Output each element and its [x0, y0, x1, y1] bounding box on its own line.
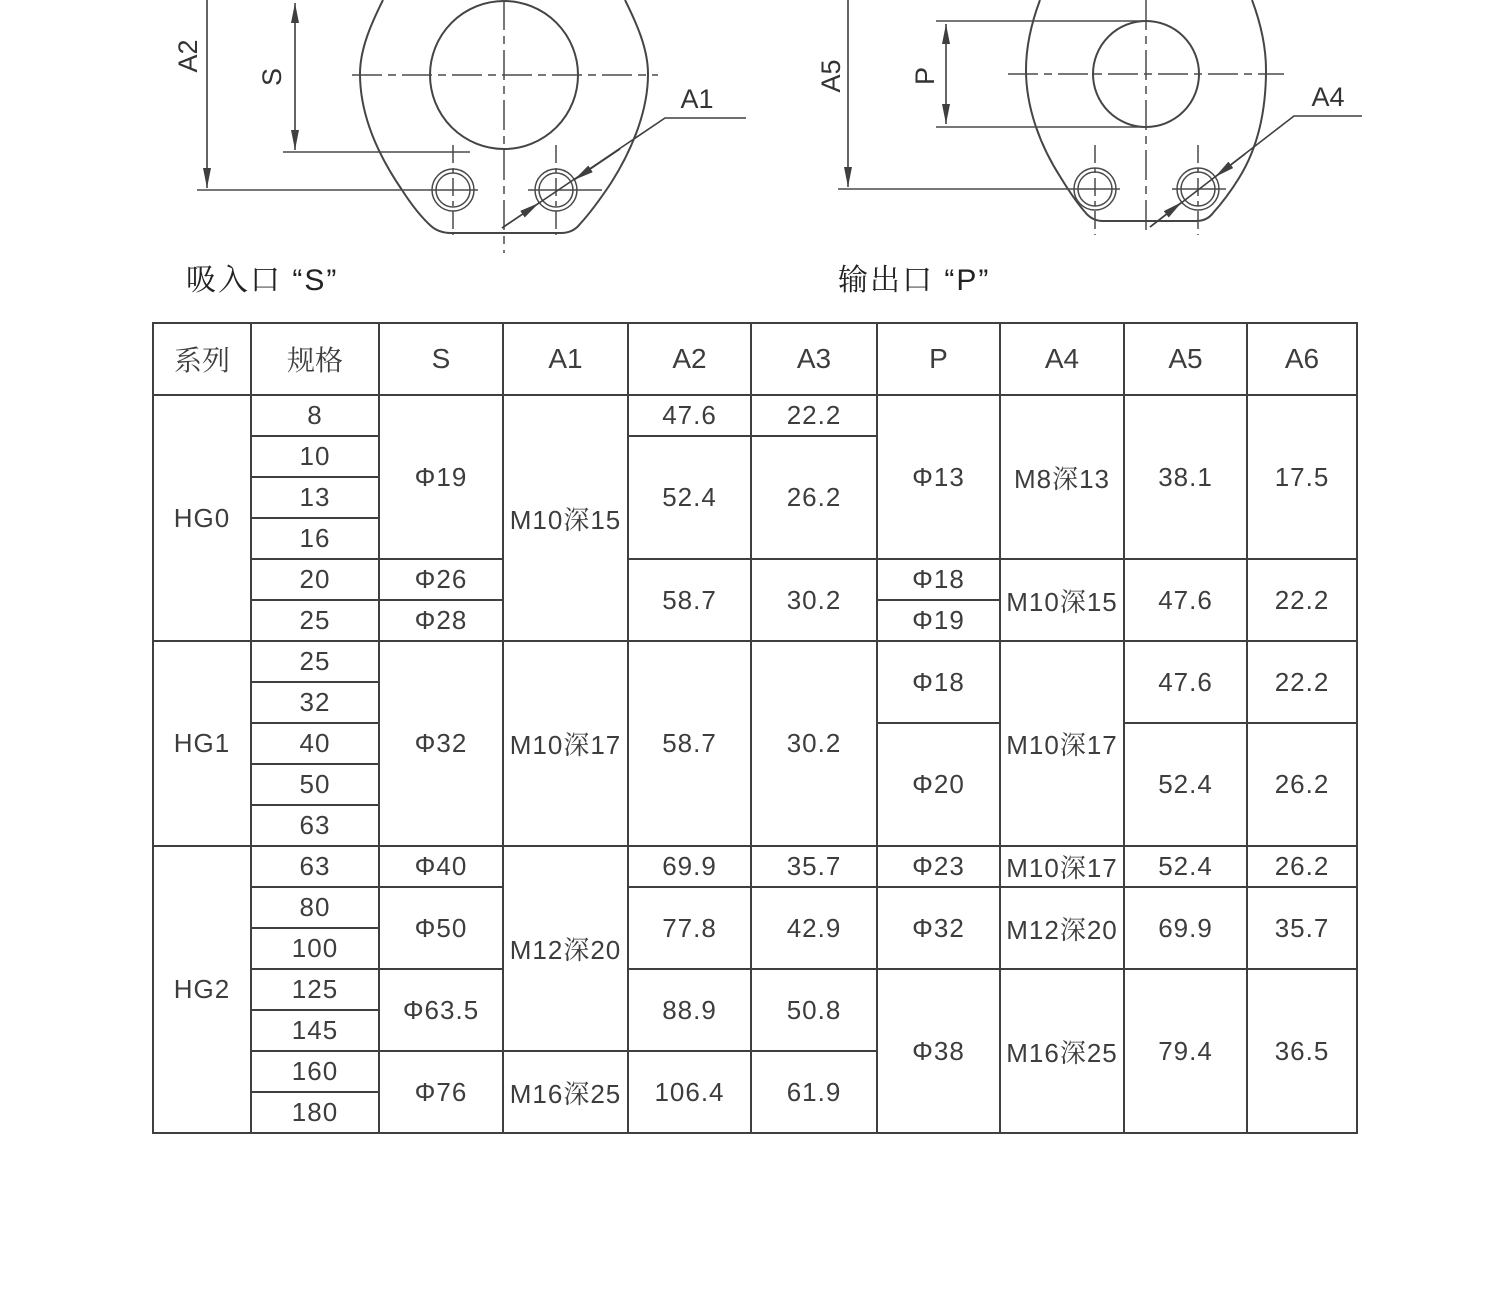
table-cell: Φ19 — [379, 395, 503, 559]
table-cell: M16深25 — [1000, 969, 1124, 1133]
suction-leader-a1 — [502, 118, 746, 228]
table-cell: 30.2 — [751, 559, 877, 641]
suction-a1-label: A1 — [680, 84, 714, 114]
table-cell: 61.9 — [751, 1051, 877, 1133]
table-cell: 106.4 — [628, 1051, 751, 1133]
table-cell: M10深15 — [1000, 559, 1124, 641]
table-cell: 36.5 — [1247, 969, 1357, 1133]
table-cell: 42.9 — [751, 887, 877, 969]
table-cell: 8 — [251, 395, 379, 436]
table-cell: 22.2 — [751, 395, 877, 436]
table-cell: 22.2 — [1247, 641, 1357, 723]
discharge-port-drawing — [816, 0, 1362, 235]
table-cell: 35.7 — [751, 846, 877, 887]
table-cell: M12深20 — [503, 846, 628, 1051]
column-header: 规格 — [251, 323, 379, 395]
table-cell: 47.6 — [1124, 559, 1247, 641]
table-cell: 69.9 — [1124, 887, 1247, 969]
table-cell: Φ19 — [877, 600, 1000, 641]
dimension-table — [152, 322, 1358, 1134]
table-row — [153, 641, 1357, 682]
discharge-dimension-a5 — [838, 0, 1120, 189]
table-cell: 13 — [251, 477, 379, 518]
table-cell: Φ23 — [877, 846, 1000, 887]
suction-caption: 吸入口 “S” — [186, 264, 339, 297]
table-cell: 58.7 — [628, 641, 751, 846]
suction-s-label: S — [257, 67, 287, 87]
table-cell: 22.2 — [1247, 559, 1357, 641]
table-cell: Φ76 — [379, 1051, 503, 1133]
table-cell: 26.2 — [751, 436, 877, 559]
discharge-a4-label: A4 — [1311, 82, 1345, 112]
table-cell: 88.9 — [628, 969, 751, 1051]
column-header: A4 — [1000, 323, 1124, 395]
table-cell: 52.4 — [628, 436, 751, 559]
table-cell: 125 — [251, 969, 379, 1010]
table-cell: 63 — [251, 805, 379, 846]
table-cell: 16 — [251, 518, 379, 559]
discharge-leader-a4 — [1150, 116, 1362, 227]
table-cell: M10深17 — [1000, 846, 1124, 887]
table-cell: 180 — [251, 1092, 379, 1133]
column-header: 系列 — [153, 323, 251, 395]
table-cell: Φ26 — [379, 559, 503, 600]
table-cell: 26.2 — [1247, 846, 1357, 887]
suction-centerlines — [352, 0, 658, 253]
table-cell: 30.2 — [751, 641, 877, 846]
table-cell: 25 — [251, 641, 379, 682]
discharge-a5-label: A5 — [816, 59, 846, 93]
table-cell: M8深13 — [1000, 395, 1124, 559]
table-cell: 79.4 — [1124, 969, 1247, 1133]
table-cell: 80 — [251, 887, 379, 928]
table-cell: 52.4 — [1124, 846, 1247, 887]
table-head — [153, 323, 1357, 395]
suction-dimension-s — [283, 3, 470, 152]
table-cell: Φ50 — [379, 887, 503, 969]
discharge-p-label: P — [910, 66, 940, 86]
table-row — [153, 969, 1357, 1010]
table-cell: M10深15 — [503, 395, 628, 641]
table-cell: M16深25 — [503, 1051, 628, 1133]
table-cell: Φ63.5 — [379, 969, 503, 1051]
table-cell: 47.6 — [628, 395, 751, 436]
suction-a2-label: A2 — [173, 39, 203, 73]
table-cell: Φ32 — [877, 887, 1000, 969]
table-cell: Φ18 — [877, 641, 1000, 723]
table-cell: 17.5 — [1247, 395, 1357, 559]
table-cell: 50.8 — [751, 969, 877, 1051]
table-cell: 35.7 — [1247, 887, 1357, 969]
table-row — [153, 559, 1357, 600]
table-cell: 160 — [251, 1051, 379, 1092]
table-cell: 52.4 — [1124, 723, 1247, 846]
table-cell: 20 — [251, 559, 379, 600]
table-cell: 32 — [251, 682, 379, 723]
table-cell: 40 — [251, 723, 379, 764]
table-cell: Φ18 — [877, 559, 1000, 600]
table-body — [153, 395, 1357, 1133]
column-header: A5 — [1124, 323, 1247, 395]
column-header: S — [379, 323, 503, 395]
table-cell: 77.8 — [628, 887, 751, 969]
table-row — [153, 395, 1357, 436]
table-cell: HG1 — [153, 641, 251, 846]
column-header: P — [877, 323, 1000, 395]
table-cell: 69.9 — [628, 846, 751, 887]
column-header: A3 — [751, 323, 877, 395]
table-cell: 10 — [251, 436, 379, 477]
discharge-centerlines — [1008, 0, 1284, 235]
table-cell: HG0 — [153, 395, 251, 641]
column-header: A6 — [1247, 323, 1357, 395]
table-cell: 145 — [251, 1010, 379, 1051]
table-cell: M10深17 — [503, 641, 628, 846]
table-cell: Φ40 — [379, 846, 503, 887]
table-header-row — [153, 323, 1357, 395]
suction-port-drawing — [173, 0, 746, 253]
table-cell: Φ32 — [379, 641, 503, 846]
table-cell: M10深17 — [1000, 641, 1124, 846]
table-cell: 47.6 — [1124, 641, 1247, 723]
discharge-caption: 输出口 “P” — [838, 264, 991, 297]
table-cell: M12深20 — [1000, 887, 1124, 969]
table-cell: Φ13 — [877, 395, 1000, 559]
table-cell: HG2 — [153, 846, 251, 1133]
table-row — [153, 846, 1357, 887]
table-cell: 38.1 — [1124, 395, 1247, 559]
table-cell: 100 — [251, 928, 379, 969]
table-cell: Φ20 — [877, 723, 1000, 846]
table-cell: Φ38 — [877, 969, 1000, 1133]
table-cell: 63 — [251, 846, 379, 887]
table-row — [153, 887, 1357, 928]
table-cell: 26.2 — [1247, 723, 1357, 846]
suction-dimension-a2 — [197, 0, 478, 190]
table-cell: 25 — [251, 600, 379, 641]
table-cell: 58.7 — [628, 559, 751, 641]
table-cell: Φ28 — [379, 600, 503, 641]
table-cell: 50 — [251, 764, 379, 805]
column-header: A1 — [503, 323, 628, 395]
column-header: A2 — [628, 323, 751, 395]
